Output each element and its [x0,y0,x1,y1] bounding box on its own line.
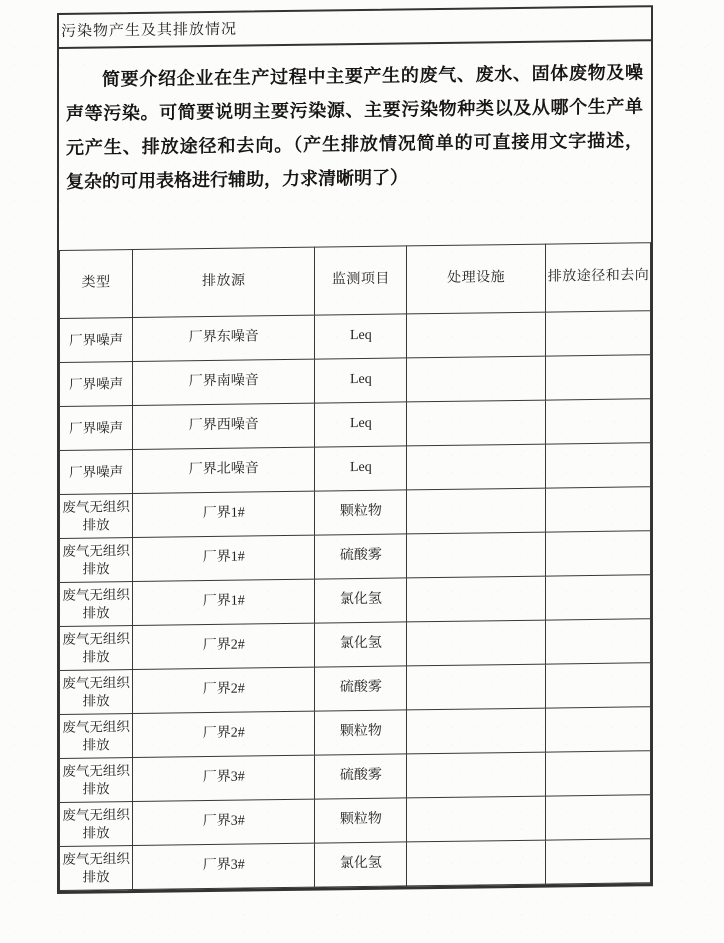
table-cell [407,576,545,622]
table-cell: Leq [315,446,407,491]
table-cell: 厂界1# [133,579,315,625]
table-cell [545,707,650,752]
table-cell [545,795,650,840]
table-row [60,619,651,671]
table-header-row [60,243,651,319]
table-cell: 氯化氢 [315,622,407,667]
table-cell: 硫酸雾 [315,666,407,711]
table-cell [407,708,545,754]
table-row [60,707,651,759]
table-cell: 氯化氢 [315,842,407,887]
table-cell: 废气无组织排放 [60,802,133,847]
table-cell: 厂界3# [133,799,315,845]
table-cell [407,444,545,490]
intro-line-3: 元产生、排放途径和去向。（产生排放情况简单的可直接用文字描述， [66,130,643,158]
pollutant-discharge-form [57,5,653,894]
table-cell: 颗粒物 [315,710,407,755]
table-cell [545,443,650,488]
table-row [60,575,651,627]
table-cell: 厂界噪声 [60,318,133,363]
table-cell: 废气无组织排放 [60,846,133,891]
header-destination: 排放途径和去向 [545,243,650,312]
table-cell: 废气无组织排放 [60,714,133,759]
intro-paragraph-cell [59,41,651,250]
section-title: 污染物产生及其排放情况 [59,7,651,49]
table-cell [545,311,650,356]
table-row [60,531,651,583]
header-type: 类型 [60,250,133,319]
header-source: 排放源 [133,247,315,317]
table-cell: 厂界2# [133,711,315,757]
table-cell: 厂界2# [133,667,315,713]
table-cell: 颗粒物 [315,798,407,843]
table-row [60,443,651,495]
table-cell: 厂界1# [133,491,315,537]
table-row [60,751,651,803]
table-row [60,311,651,363]
table-cell: 硫酸雾 [315,534,407,579]
header-monitor-item: 监测项目 [315,246,407,315]
table-cell: 厂界噪声 [60,362,133,407]
table-cell: 厂界南噪音 [133,359,315,405]
table-header [60,243,651,319]
table-cell: 硫酸雾 [315,754,407,799]
intro-line-4: 复杂的可用表格进行辅助，力求清晰明了） [66,167,408,192]
table-cell: 厂界2# [133,623,315,669]
table-cell [545,355,650,400]
table-cell: Leq [315,358,407,403]
table-cell: 厂界噪声 [60,450,133,495]
table-cell [545,663,650,708]
table-cell [545,839,650,884]
table-cell: 厂界西噪音 [133,403,315,449]
table-cell [407,488,545,534]
table-cell: Leq [315,402,407,447]
table-cell [545,399,650,444]
table-cell: Leq [315,314,407,359]
table-cell: 废气无组织排放 [60,758,133,803]
table-cell: 废气无组织排放 [60,626,133,671]
table-cell [407,620,545,666]
intro-line-1: 简要介绍企业在生产过程中主要产生的废气、废水、固体废物及噪 [102,62,643,90]
table-cell: 厂界1# [133,535,315,581]
table-cell [407,312,545,358]
intro-line-2: 声等污染。可简要说明主要污染源、主要污染物种类以及从哪个生产单 [66,96,643,124]
table-cell [407,752,545,798]
table-cell [407,664,545,710]
table-cell: 颗粒物 [315,490,407,535]
table-cell [545,575,650,620]
table-cell: 废气无组织排放 [60,670,133,715]
table-row [60,663,651,715]
table-cell [545,487,650,532]
table-cell [407,400,545,446]
table-cell: 氯化氢 [315,578,407,623]
table-cell [407,356,545,402]
table-row [60,399,651,451]
emissions-table [59,242,651,891]
table-row [60,487,651,539]
table-cell: 厂界噪声 [60,406,133,451]
table-row [60,355,651,407]
table-row [60,795,651,847]
table-cell: 厂界3# [133,755,315,801]
table-cell: 废气无组织排放 [60,582,133,627]
table-cell [407,532,545,578]
table-cell: 厂界东噪音 [133,315,315,361]
table-cell [407,796,545,842]
header-facility: 处理设施 [407,244,545,314]
table-cell [407,840,545,886]
table-cell: 废气无组织排放 [60,538,133,583]
table-cell [545,619,650,664]
table-cell: 废气无组织排放 [60,494,133,539]
table-cell: 厂界3# [133,843,315,889]
table-cell [545,531,650,576]
table-body [60,311,651,891]
table-row [60,839,651,891]
table-cell [545,751,650,796]
table-cell: 厂界北噪音 [133,447,315,493]
